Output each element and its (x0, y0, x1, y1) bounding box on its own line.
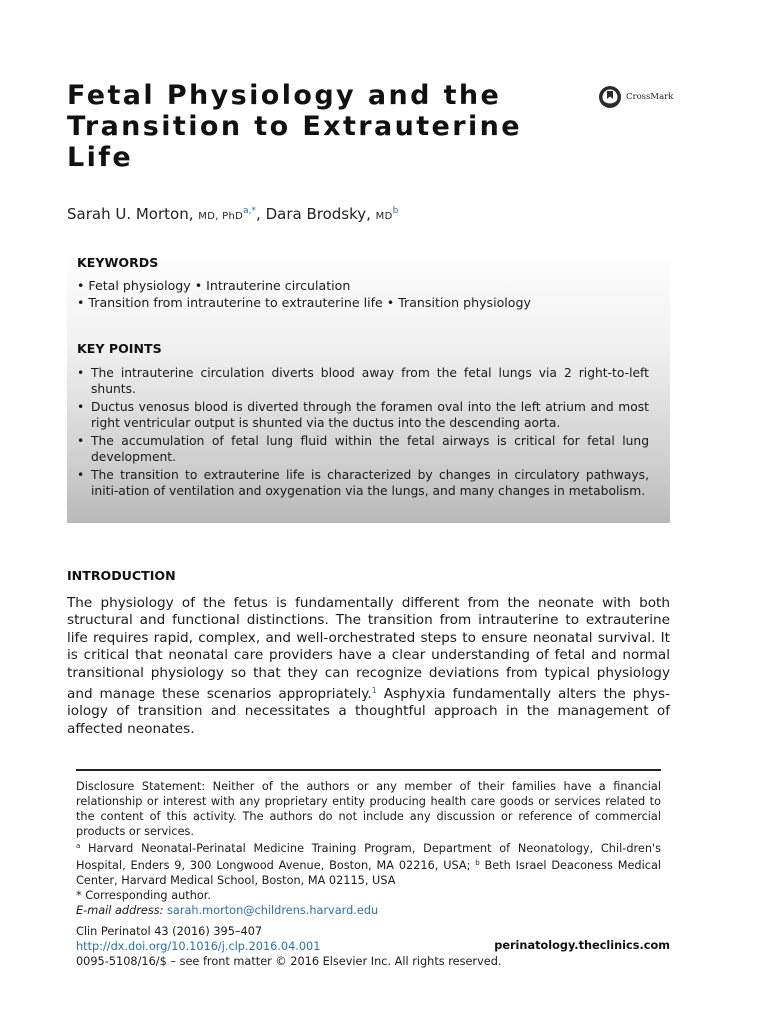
key-point-item (77, 400, 649, 431)
crossmark-label: CrossMark (626, 92, 674, 102)
title-line-1: Fetal Physiology and the (67, 80, 502, 111)
disclosure-statement: Disclosure Statement: Neither of the authors or any member of their families have a financial relationship or interest with any proprietary entity producing health care goods or services related to the content of this activity. The authors do not include any discussion or reference of commercial products or services. (76, 780, 661, 838)
issn-copyright: 0095-5108/16/$ – see front matter © 2016 Elsevier Inc. All rights reserved. (76, 955, 502, 968)
author-2-affiliation-link[interactable]: b (392, 206, 399, 216)
keywords-keypoints-box (67, 246, 670, 523)
key-point-text: The accumulation of fetal lung fluid within the fetal airways is critical for fetal lung development. (91, 434, 649, 464)
bullet: • (77, 400, 85, 414)
email-link[interactable]: sarah.morton@childrens.harvard.edu (167, 904, 379, 917)
keywords-line-2: • Transition from intrauterine to extrauterine life • Transition physiology (77, 295, 531, 310)
author-1-name: Sarah U. Morton, (67, 205, 194, 223)
crossmark-icon (598, 85, 622, 109)
author-line (67, 205, 398, 223)
introduction-heading: INTRODUCTION (67, 568, 176, 583)
author-1-degree: MD, PhD (198, 211, 244, 222)
key-point-text: Ductus venosus blood is diverted through the foramen oval into the left atrium and most right ventricular output is shunted via the ductus into the descending aorta. (91, 400, 649, 430)
affiliation-b: Beth Israel Deaconess Medical Center, Harvard Medical School, Boston, MA 02115, USA (76, 859, 661, 887)
article-title (67, 80, 567, 173)
key-point-item (77, 366, 649, 397)
journal-citation: Clin Perinatol 43 (2016) 395–407 (76, 925, 263, 938)
keywords-heading: KEYWORDS (77, 255, 159, 270)
corresponding-author: * Corresponding author. (76, 889, 211, 902)
affiliation-b-marker: b (475, 859, 480, 867)
email-label: E-mail address: (76, 904, 164, 917)
key-point-item (77, 468, 649, 499)
key-point-text: The transition to extrauterine life is characterized by changes in circulatory pathways, initi-ation of ventilation and oxygenation via the lungs, and many changes in metabolism. (91, 468, 649, 498)
bullet: • (77, 434, 85, 448)
title-line-2: Transition to Extrauterine (67, 111, 522, 142)
key-point-text: The intrauterine circulation diverts blood away from the fetal lungs via 2 right-to-left shunts. (91, 366, 649, 396)
affiliations (76, 839, 661, 888)
doi-link[interactable]: http://dx.doi.org/10.1016/j.clp.2016.04.001 (76, 940, 321, 953)
title-line-3: Life (67, 142, 134, 173)
affiliation-a-marker: a (76, 842, 81, 850)
footnotes (76, 779, 661, 918)
bullet: • (77, 468, 85, 482)
intro-text-part-1: The physiology of the fetus is fundamentally different from the neonate with both structural and functional distinctions. The transition from intrauterine to extrauterine life requires rapid, complex, and well-orchestrated steps to ensure neonatal survival. It is critical that neonatal care providers have a clear understanding of fetal and normal transitional physiology so that they can recognize deviations from typical physiology and manage these scenarios appropriately. (67, 595, 670, 703)
affiliation-a: Harvard Neonatal-Perinatal Medicine Training Program, Department of Neonatology, Chil-dren's Hospital, Enders 9, 300 Longwood Avenue, Boston, MA 02216, USA; (76, 842, 661, 872)
intro-text-part-2: Asphyxia fundamentally alters the phys-iology of transition and necessitates a thoughtful approach in the management of affected neonates. (67, 686, 670, 737)
citation-block (76, 924, 501, 969)
footnote-divider (76, 769, 661, 771)
journal-website[interactable]: perinatology.theclinics.com (494, 939, 670, 952)
keywords-line-1: • Fetal physiology • Intrauterine circulation (77, 278, 351, 293)
key-point-item (77, 434, 649, 465)
key-points-list (77, 366, 649, 502)
crossmark-badge[interactable] (598, 85, 673, 109)
email-line (76, 903, 661, 918)
introduction-paragraph (67, 595, 670, 738)
reference-link-1[interactable]: 1 (371, 686, 377, 696)
author-2-name: Dara Brodsky, (265, 205, 371, 223)
author-2-degree: MD (375, 211, 393, 222)
author-1-affiliation-link[interactable]: a,* (243, 206, 257, 216)
author-separator: , (256, 205, 261, 223)
key-points-heading: KEY POINTS (77, 341, 162, 356)
bullet: • (77, 366, 85, 380)
